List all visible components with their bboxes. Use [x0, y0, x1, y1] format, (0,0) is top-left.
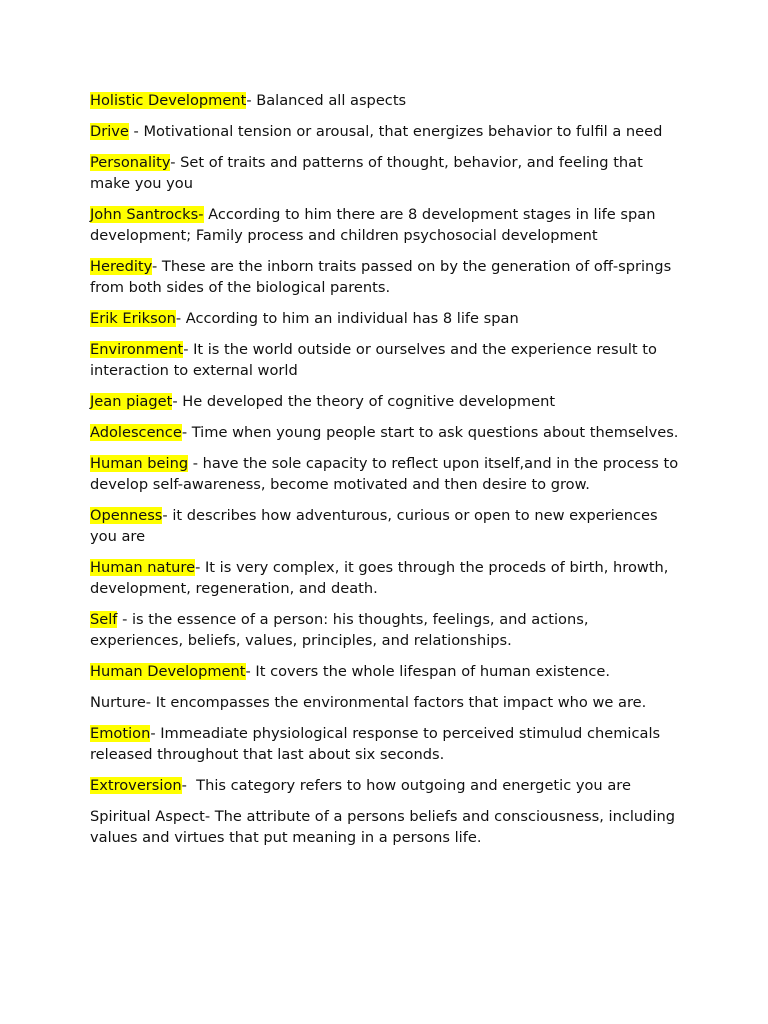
term: Extroversion	[90, 777, 182, 794]
definition: - According to him an individual has 8 life span	[175, 310, 519, 327]
definition: - is the essence of a person: his thoughts, feelings, and actions, experiences, beliefs, values, principles, and relationships.	[90, 611, 594, 649]
glossary-entry	[90, 204, 686, 246]
term: Emotion	[90, 725, 151, 742]
glossary-entry	[90, 308, 686, 329]
term: Heredity	[90, 258, 153, 275]
glossary-entry	[90, 121, 686, 142]
glossary-entry	[90, 422, 686, 443]
glossary-entry	[90, 90, 686, 111]
term: Adolescence	[90, 424, 182, 441]
definition: - Immeadiate physiological response to perceived stimulud chemicals released throughout that last about six seconds.	[90, 725, 665, 763]
term: Erik Erikson	[90, 310, 176, 327]
definition: - It covers the whole lifespan of human existence.	[245, 663, 611, 680]
glossary-entry	[90, 609, 686, 651]
definition: - Motivational tension or arousal, that energizes behavior to fulfil a need	[128, 123, 663, 140]
term: Human being	[90, 455, 189, 472]
definition: - He developed the theory of cognitive development	[172, 393, 556, 410]
definition: - Set of traits and patterns of thought, behavior, and feeling that make you you	[90, 154, 648, 192]
glossary-entry	[90, 339, 686, 381]
definition: - This category refers to how outgoing and energetic you are	[181, 777, 631, 794]
definition: - have the sole capacity to reflect upon itself,and in the process to develop self-awareness, become motivated and then desire to grow.	[90, 455, 683, 493]
definition: - it describes how adventurous, curious or open to new experiences you are	[90, 507, 663, 545]
term: Personality	[90, 154, 171, 171]
definition: According to him there are 8 development stages in life span development; Family process and children psychosocial development	[90, 206, 661, 244]
definition: - These are the inborn traits passed on by the generation of off-springs from both sides of the biological parents.	[90, 258, 676, 296]
definition: - The attribute of a persons beliefs and consciousness, including values and virtues that put meaning in a persons life.	[90, 808, 680, 846]
glossary-entry	[90, 806, 686, 848]
glossary-entry	[90, 453, 686, 495]
term: Holistic Development	[90, 92, 247, 109]
term: Self	[90, 611, 118, 628]
term: Nurture	[90, 694, 146, 711]
glossary-entry	[90, 505, 686, 547]
term: Drive	[90, 123, 129, 140]
document-page	[90, 90, 686, 858]
glossary-entry	[90, 661, 686, 682]
term: Environment	[90, 341, 184, 358]
term: Human Development	[90, 663, 246, 680]
term: Human nature	[90, 559, 196, 576]
glossary-entry	[90, 557, 686, 599]
glossary-entry	[90, 775, 686, 796]
glossary-entry	[90, 692, 686, 713]
term: Spiritual Aspect	[90, 808, 205, 825]
term: John Santrocks-	[90, 206, 204, 223]
definition: - Balanced all aspects	[246, 92, 407, 109]
glossary-entry	[90, 256, 686, 298]
glossary-entry	[90, 391, 686, 412]
glossary-entry	[90, 152, 686, 194]
glossary-entry	[90, 723, 686, 765]
term: Jean piaget	[90, 393, 173, 410]
definition: - It is very complex, it goes through the proceds of birth, hrowth, development, regeneration, and death.	[90, 559, 674, 597]
definition: - Time when young people start to ask questions about themselves.	[181, 424, 679, 441]
term: Openness	[90, 507, 163, 524]
definition: - It is the world outside or ourselves and the experience result to interaction to external world	[90, 341, 662, 379]
definition: - It encompasses the environmental factors that impact who we are.	[145, 694, 647, 711]
